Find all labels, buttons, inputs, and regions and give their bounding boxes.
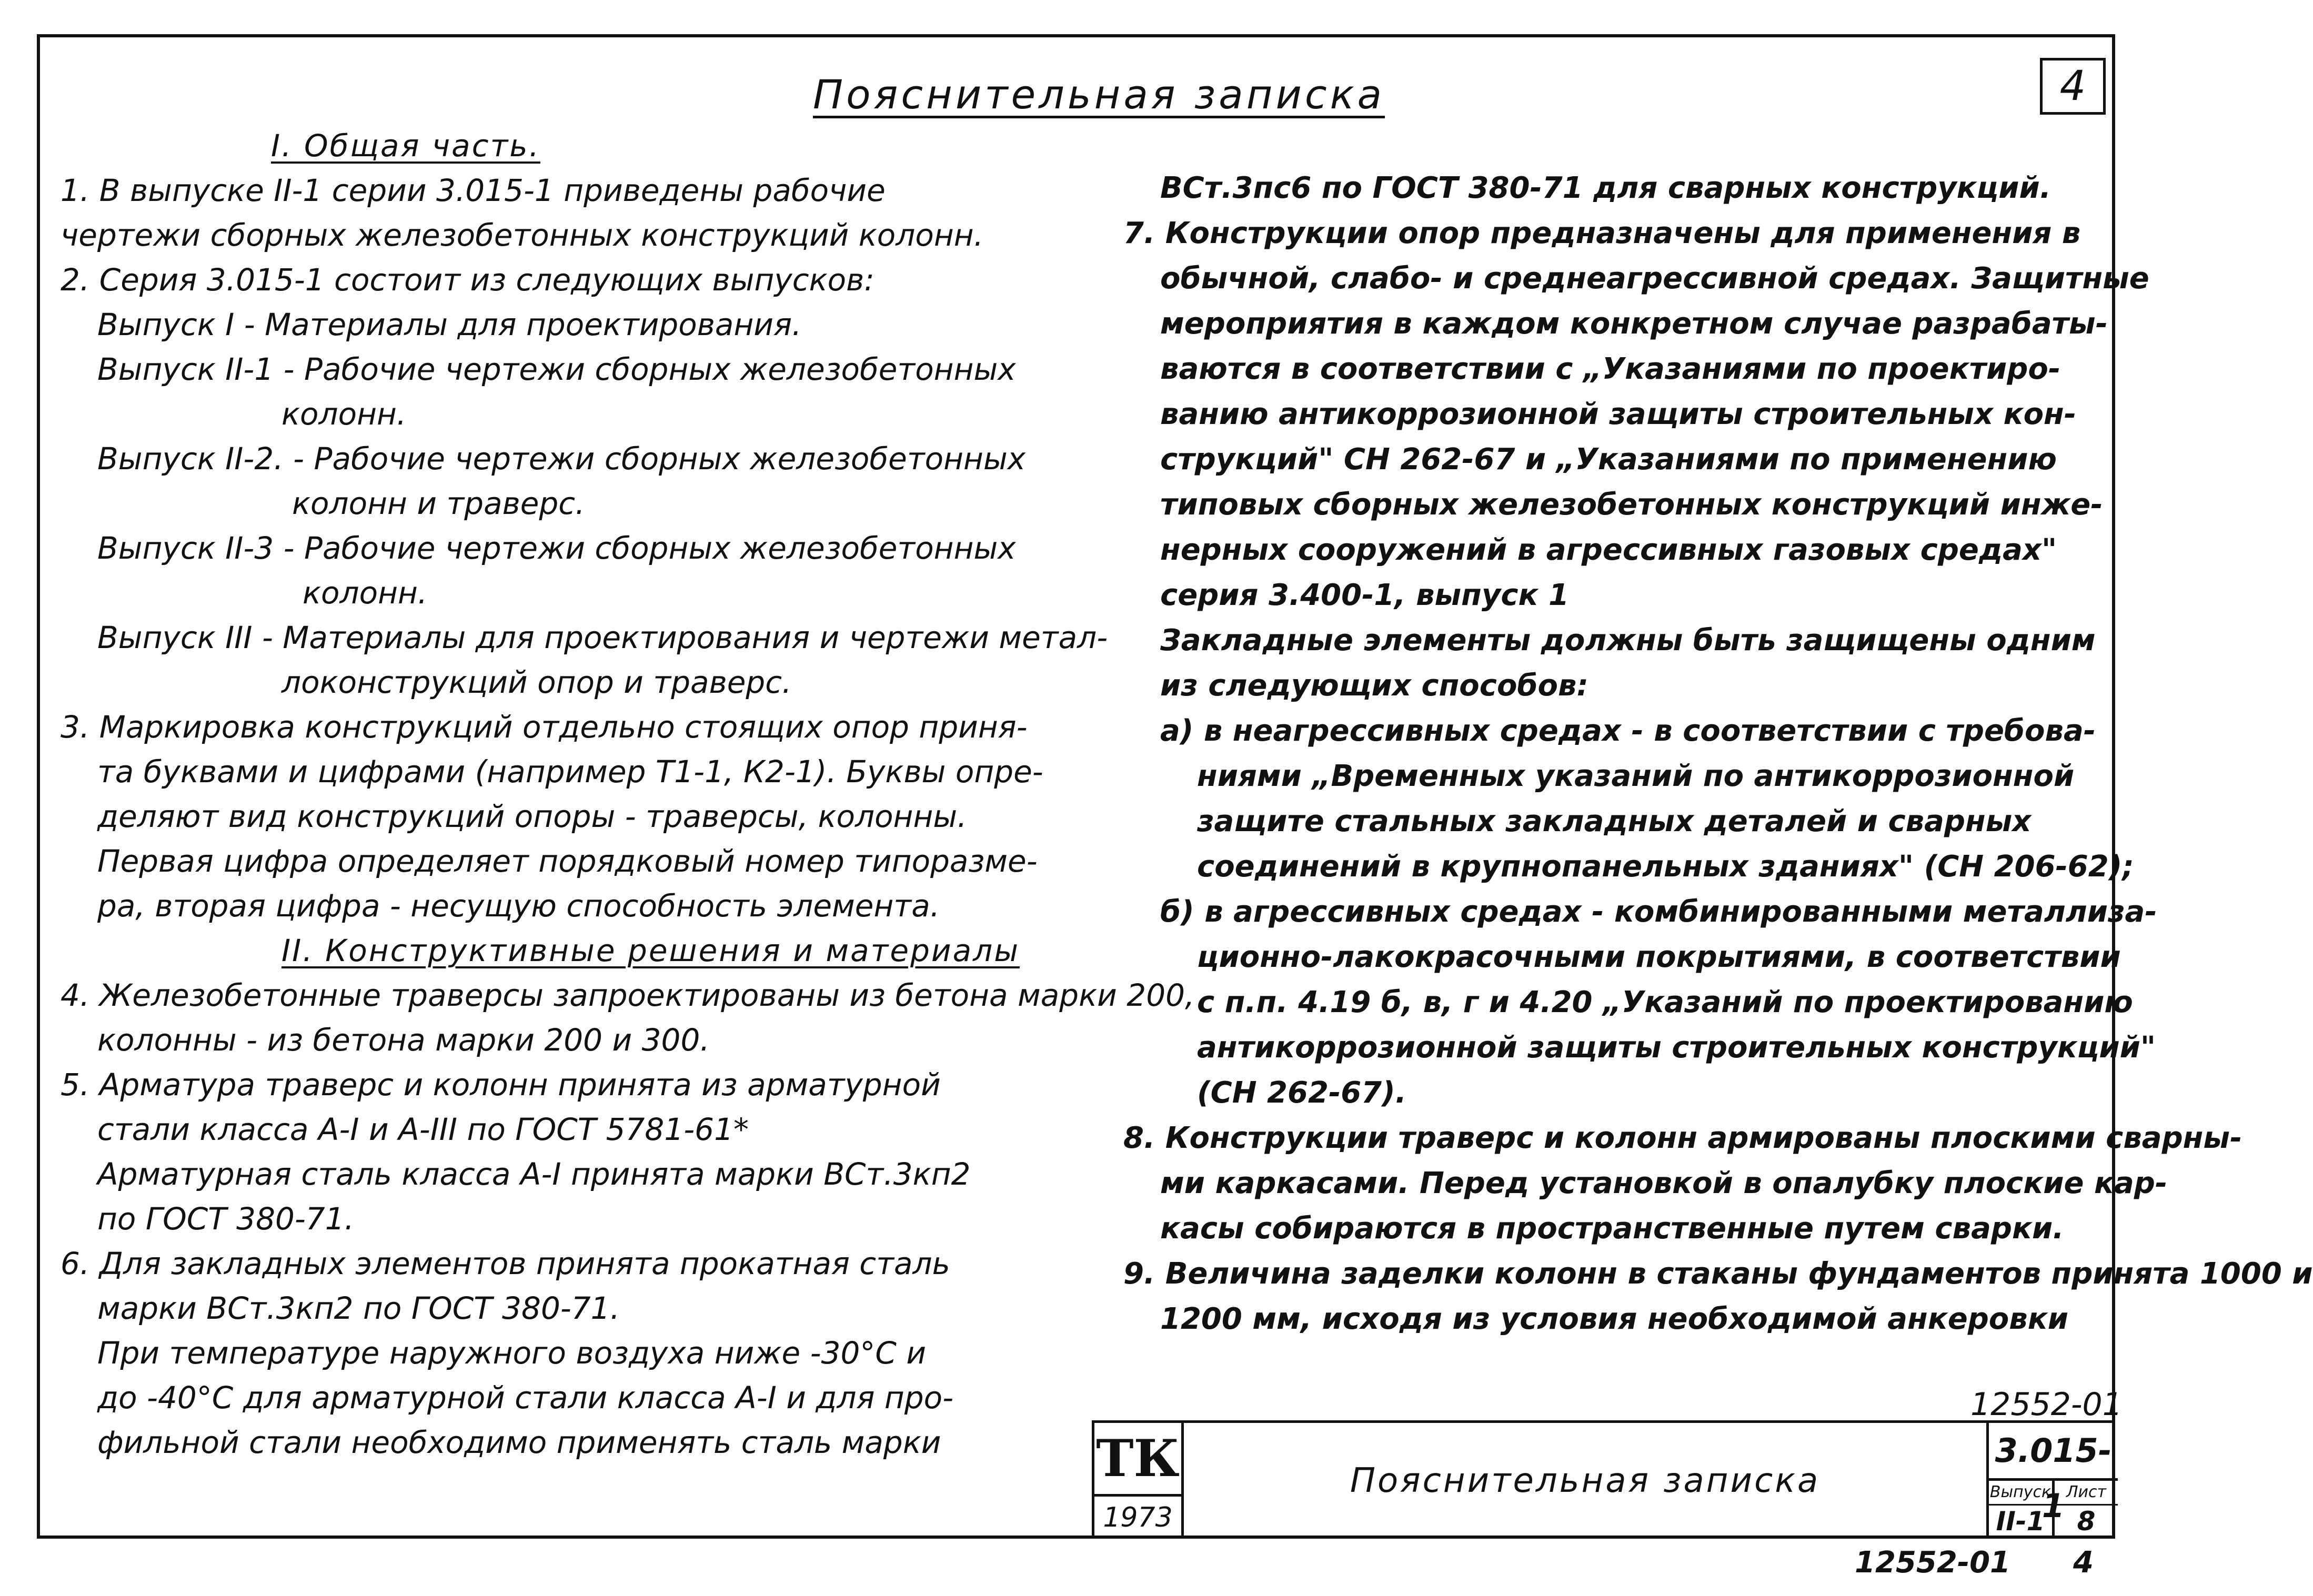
text-line: локонструкций опор и траверс.: [281, 664, 792, 700]
text-line: с п.п. 4.19 б, в, г и 4.20 „Указаний по проектированию: [1197, 985, 2133, 1019]
text-line: соединений в крупнопанельных зданиях" (СН 206-62);: [1197, 850, 2134, 884]
text-line: из следующих способов:: [1160, 669, 1588, 703]
text-line: Арматурная сталь класса А-I принята марки ВСт.3кп2: [97, 1156, 971, 1192]
text-line: 7. Конструкции опор предназначены для применения в: [1123, 216, 2081, 250]
text-line: 8. Конструкции траверс и колонн армированы плоскими сварны-: [1123, 1121, 2242, 1155]
text-line: 2. Серия 3.015-1 состоит из следующих выпусков:: [61, 262, 874, 298]
text-line: ционно-лакокрасочными покрытиями, в соответствии: [1197, 940, 2121, 974]
stamp-issue-value: II-1: [1996, 1506, 2045, 1537]
text-line: Первая цифра определяет порядковый номер типоразме-: [97, 843, 1038, 879]
text-line: стали класса А-I и А-III по ГОСТ 5781-61*: [97, 1112, 749, 1147]
text-line: 9. Величина заделки колонн в стаканы фундаментов принята 1000 и: [1123, 1257, 2313, 1291]
text-line: (СН 262-67).: [1197, 1076, 1406, 1110]
text-line: 1. В выпуске II-1 серии 3.015-1 приведены рабочие: [61, 173, 886, 208]
text-line: колонн.: [281, 396, 407, 432]
text-line: колонн и траверс.: [292, 486, 585, 521]
text-line: ванию антикоррозионной защиты строительных кон-: [1160, 397, 2076, 431]
document-code-bottom: 12552-01: [1855, 1546, 2010, 1580]
text-line: 3. Маркировка конструкций отдельно стоящих опор приня-: [61, 709, 1028, 745]
text-line: нерных сооружений в агрессивных газовых средах": [1160, 533, 2057, 567]
page-number-box: 4: [2040, 58, 2106, 115]
text-line: ра, вторая цифра - несущую способность элемента.: [97, 888, 940, 924]
text-line: ВСт.3пс6 по ГОСТ 380-71 для сварных конструкций.: [1160, 171, 2051, 205]
text-line: 1200 мм, исходя из условия необходимой анкеровки: [1160, 1302, 2068, 1336]
section-heading: I. Общая часть.: [271, 128, 541, 164]
stamp-sheet-value: 8: [2077, 1506, 2096, 1537]
stamp-sheet-label: Лист: [2055, 1481, 2118, 1506]
text-line: Выпуск II-2. - Рабочие чертежи сборных железобетонных: [97, 441, 1026, 477]
text-line: Выпуск I - Материалы для проектирования.: [97, 307, 802, 342]
text-line: Выпуск II-3 - Рабочие чертежи сборных железобетонных: [97, 530, 1016, 566]
text-line: При температуре наружного воздуха ниже -30°С и: [97, 1335, 927, 1371]
stamp-series: 3.015-1: [1989, 1423, 2118, 1481]
text-line: 4. Железобетонные траверсы запроектированы из бетона марки 200,: [61, 977, 1195, 1013]
right-text-column: [1123, 166, 2313, 1342]
text-line: та буквами и цифрами (например Т1-1, К2-1). Буквы опре-: [97, 754, 1043, 790]
stamp-year: 1973: [1094, 1497, 1184, 1539]
text-line: антикоррозионной защиты строительных конструкций": [1197, 1031, 2156, 1065]
stamp-logo: ТК: [1094, 1423, 1184, 1497]
section-heading: II. Конструктивные решения и материалы: [281, 933, 1020, 968]
text-line: мероприятия в каждом конкретном случае разрабаты-: [1160, 307, 2108, 341]
text-line: касы собираются в пространственные путем сварки.: [1160, 1211, 2064, 1246]
stamp-sheet-cell: [2055, 1481, 2118, 1539]
text-line: Выпуск III - Материалы для проектирования и чертежи метал-: [97, 620, 1108, 655]
text-line: до -40°С для арматурной стали класса А-I и для про-: [97, 1380, 954, 1416]
text-line: защите стальных закладных деталей и сварных: [1197, 804, 2032, 839]
stamp-issue-label: Выпуск: [1989, 1481, 2052, 1506]
text-line: обычной, слабо- и среднеагрессивной средах. Защитные: [1160, 261, 2149, 296]
document-code-top: 12552-01: [1970, 1386, 2123, 1423]
text-line: марки ВСт.3кп2 по ГОСТ 380-71.: [97, 1290, 620, 1326]
text-line: серия 3.400-1, выпуск 1: [1160, 578, 1569, 612]
text-line: ваются в соответствии с „Указаниями по проектиро-: [1160, 352, 2061, 386]
text-line: Выпуск II-1 - Рабочие чертежи сборных железобетонных: [97, 351, 1016, 387]
text-line: струкций" СН 262-67 и „Указаниями по применению: [1160, 442, 2057, 477]
text-line: Закладные элементы должны быть защищены одним: [1160, 623, 2096, 658]
text-line: 6. Для закладных элементов принята прокатная сталь: [61, 1246, 950, 1281]
page-number-bottom: 4: [2073, 1546, 2094, 1580]
text-line: деляют вид конструкций опоры - траверсы, колонны.: [97, 799, 967, 834]
text-line: колонн.: [303, 575, 428, 611]
text-line: фильной стали необходимо применять сталь марки: [97, 1425, 941, 1460]
stamp-info-block: [1986, 1423, 2118, 1539]
text-line: колонны - из бетона марки 200 и 300.: [97, 1022, 710, 1058]
stamp-issue-cell: [1989, 1481, 2055, 1539]
title-block-stamp: [1092, 1420, 2115, 1539]
text-line: а) в неагрессивных средах - в соответствии с требова-: [1160, 714, 2096, 748]
text-line: типовых сборных железобетонных конструкций инже-: [1160, 488, 2103, 522]
text-line: чертежи сборных железобетонных конструкций колонн.: [61, 217, 984, 253]
text-line: по ГОСТ 380-71.: [97, 1201, 355, 1237]
text-line: ми каркасами. Перед установкой в опалубку плоские кар-: [1160, 1166, 2168, 1200]
stamp-title: Пояснительная записка: [1350, 1461, 1821, 1500]
text-line: 5. Арматура траверс и колонн принята из арматурной: [61, 1067, 941, 1103]
text-line: б) в агрессивных средах - комбинированными металлиза-: [1160, 895, 2157, 929]
text-line: ниями „Временных указаний по антикоррозионной: [1197, 759, 2075, 793]
page-title: Пояснительная записка: [813, 71, 1385, 118]
